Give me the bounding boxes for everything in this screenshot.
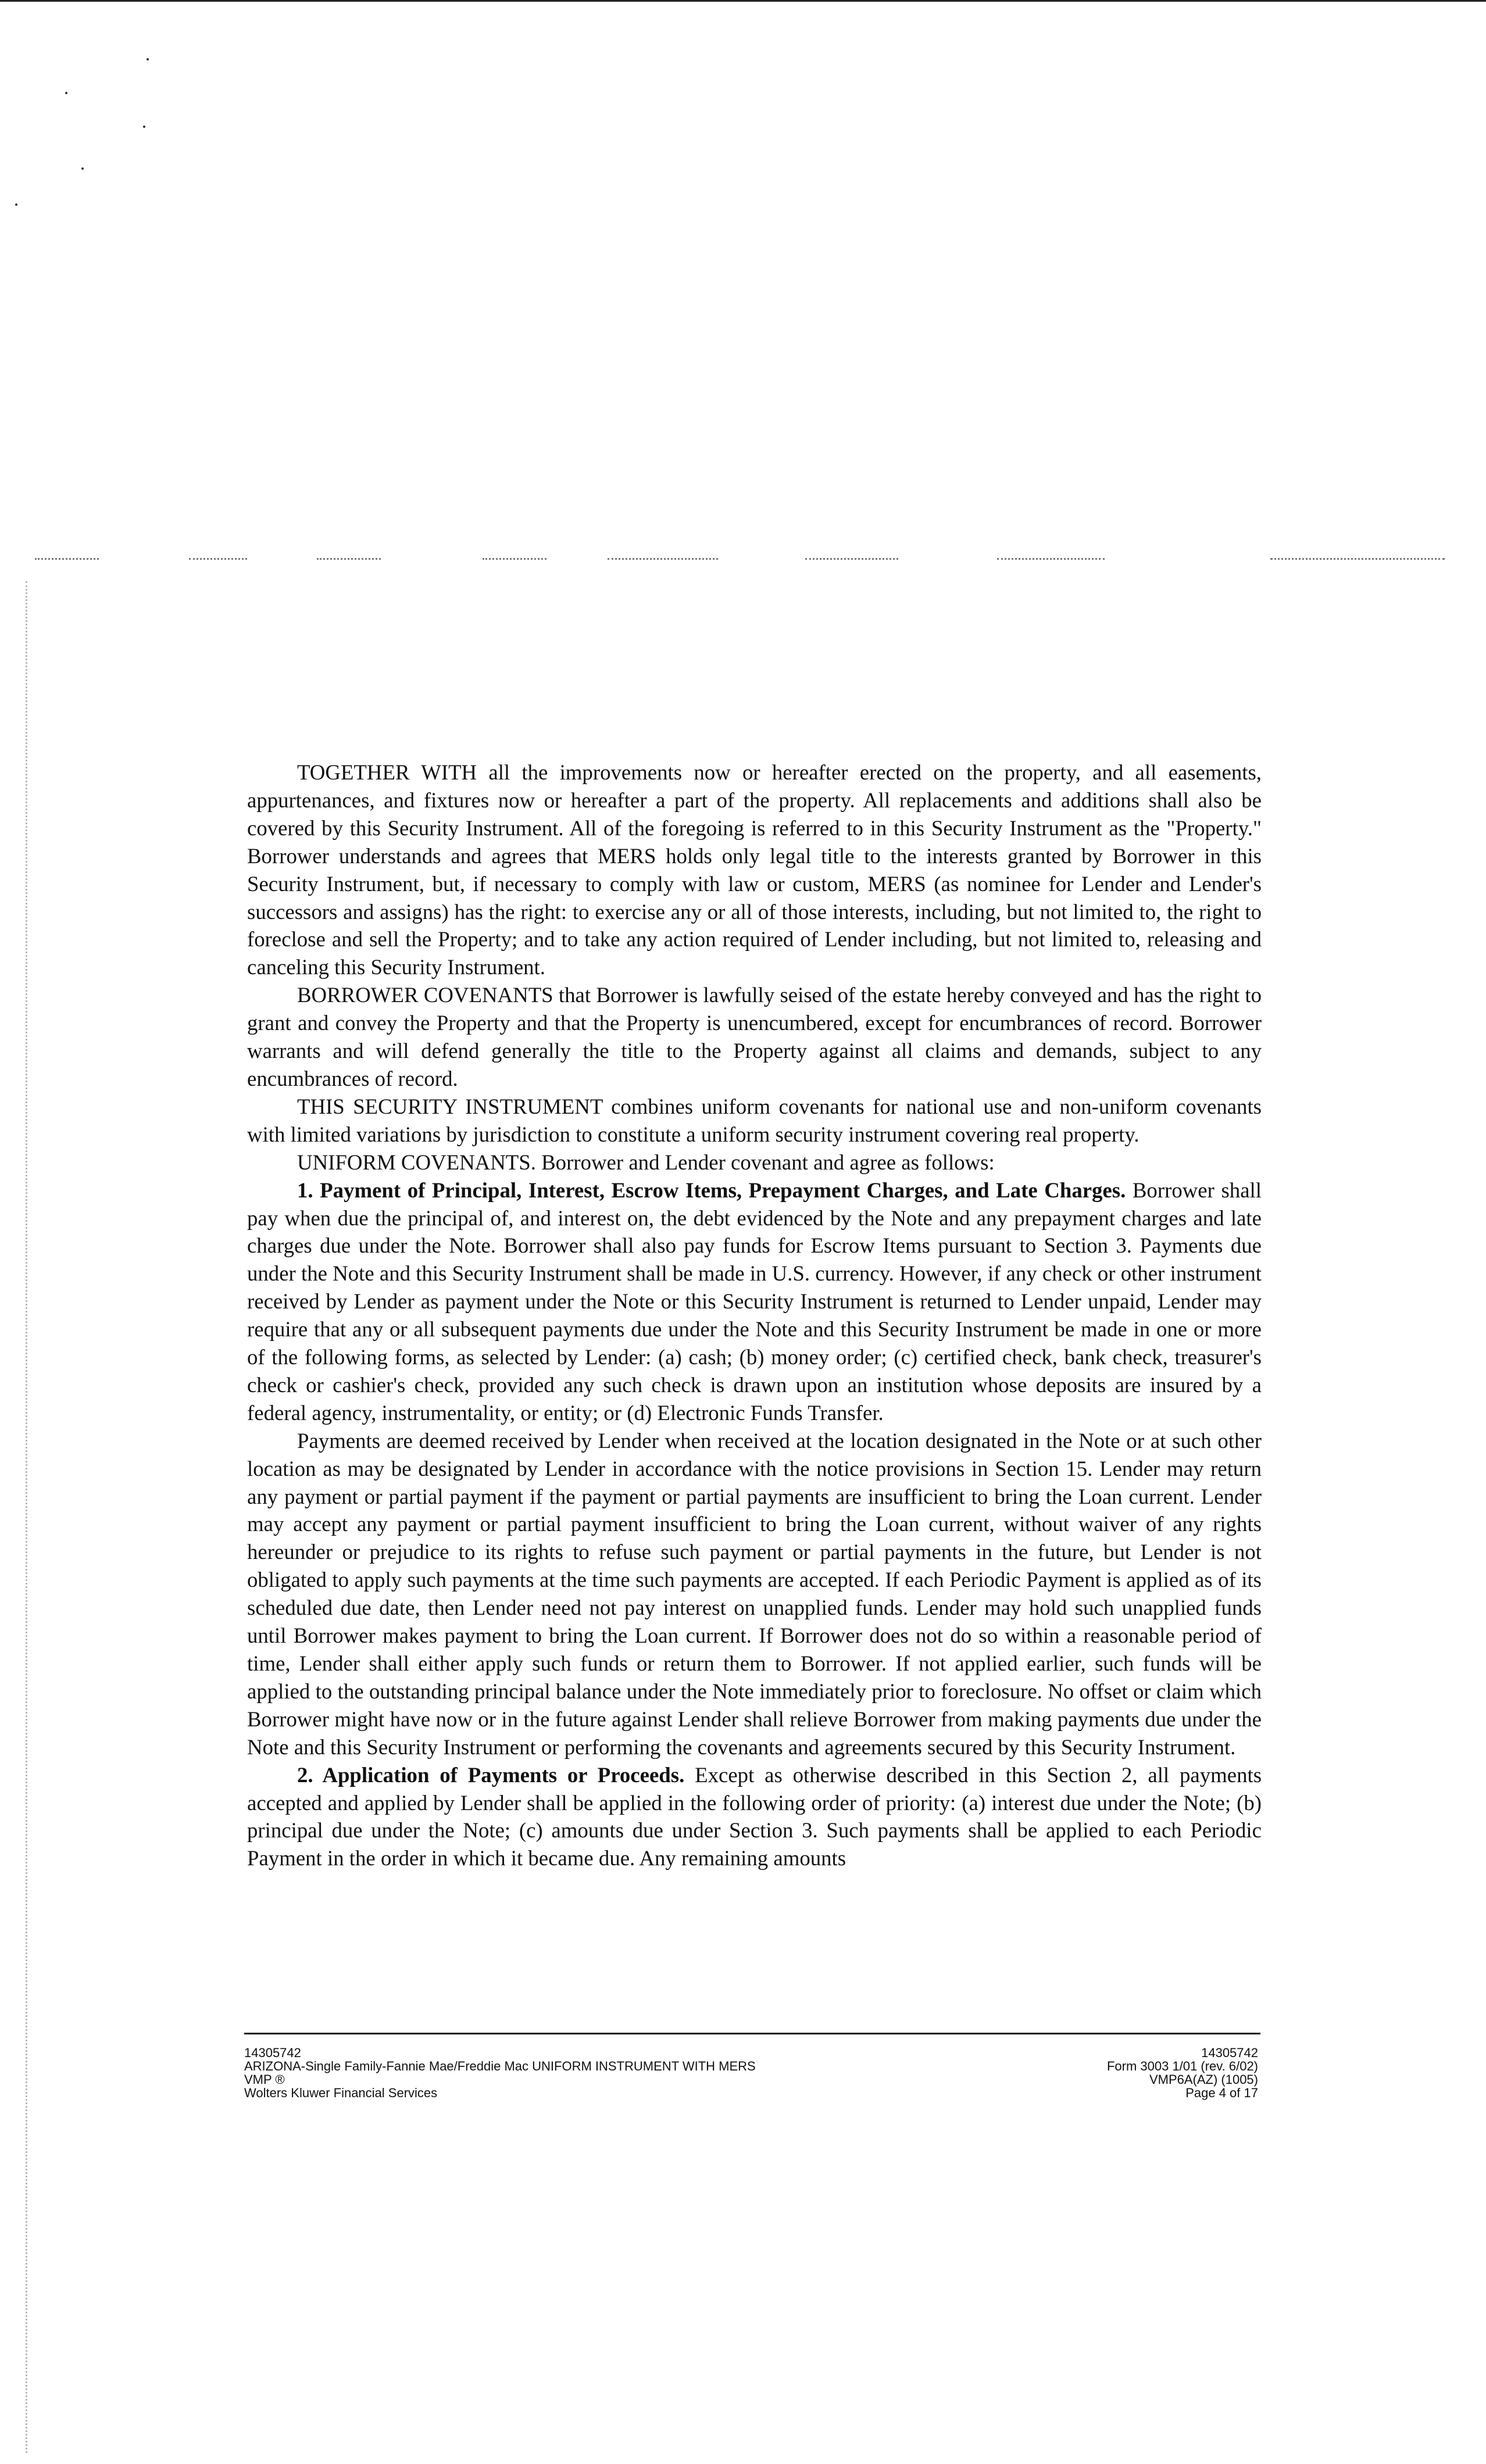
paragraph-section-1: 1. Payment of Principal, Interest, Escrow Items, Prepayment Charges, and Late Charges. Borrower shall pay when due the principal of, and interest on, the debt evidenced by the Note and any prepayment charges and late charges due under the Note. Borrower shall also pay funds for Escrow Items pursuant to Section 3. Payments due under the Note and this Security Instrument shall be made in U.S. currency. However, if any check or other instrument received by Lender as payment under the Note or this Security Instrument is returned to Lender unpaid, Lender may require that any or all subsequent payments due under the Note and this Security Instrument be made in one or more of the following forms, as selected by Lender: (a) cash; (b) money order; (c) certified check, bank check, treasurer's check or cashier's check, provided any such check is drawn upon an institution whose deposits are insured by a federal agency, instrumentality, or entity; or (d) Electronic Funds Transfer. xyxy=(247,1178,1262,1425)
scan-dotted-rule xyxy=(608,558,718,560)
footer-vmp-code: VMP6A(AZ) (1005) xyxy=(1149,2072,1258,2087)
footer-form-number: Form 3003 1/01 (rev. 6/02) xyxy=(1106,2059,1258,2073)
section-1-heading: 1. Payment of Principal, Interest, Escrow Items, Prepayment Charges, and Late Charges. xyxy=(297,1178,1126,1202)
footer-loan-number: 14305742 xyxy=(244,2045,301,2060)
footer-vmp: VMP ® xyxy=(244,2072,285,2087)
scan-dotted-rule xyxy=(805,558,898,560)
scan-speck xyxy=(65,92,67,94)
document-body xyxy=(247,759,1262,1872)
scan-speck xyxy=(143,126,145,128)
footer-form-title: ARIZONA-Single Family-Fannie Mae/Freddie Mac UNIFORM INSTRUMENT WITH MERS xyxy=(244,2059,756,2073)
footer-divider xyxy=(244,2033,1260,2034)
scan-dotted-rule xyxy=(483,558,546,560)
top-scan-edge xyxy=(0,0,1486,2)
footer-publisher: Wolters Kluwer Financial Services xyxy=(244,2086,438,2100)
paragraph-section-2: 2. Application of Payments or Proceeds. Except as otherwise described in this Section 2, all payments accepted and applied by Lender shall be applied in the following order of priority: (a) interest due under the Note; (b) principal due under the Note; (c) amounts due under Section 3. Such payments shall be applied to each Periodic Payment in the order in which it became due. Any remaining amounts xyxy=(247,1762,1262,1871)
paragraph-payments-deemed: Payments are deemed received by Lender when received at the location designated in the Note or at such other location as may be designated by Lender in accordance with the notice provisions in Section 15. Lender may return any payment or partial payment if the payment or partial payments are insufficient to bring the Loan current. Lender may accept any payment or partial payment insufficient to bring the Loan current, without waiver of any rights hereunder or prejudice to its rights to refuse such payment or partial payments in the future, but Lender is not obligated to apply such payments at the time such payments are accepted. If each Periodic Payment is applied as of its scheduled due date, then Lender need not pay interest on unapplied funds. Lender may hold such unapplied funds until Borrower makes payment to bring the Loan current. If Borrower does not do so within a reasonable period of time, Lender shall either apply such funds or return them to Borrower. If not applied earlier, such funds will be applied to the outstanding principal balance under the Note immediately prior to foreclosure. No offset or claim which Borrower might have now or in the future against Lender shall relieve Borrower from making payments due under the Note and this Security Instrument or performing the covenants and agreements secured by this Security Instrument. xyxy=(247,1428,1262,1759)
footer-right-loan-number: 14305742 xyxy=(1201,2045,1258,2060)
scan-speck xyxy=(15,203,17,206)
scan-speck xyxy=(147,58,149,60)
footer-right-block xyxy=(1107,2046,1258,2100)
scan-dotted-rule xyxy=(997,558,1105,560)
section-2-heading: 2. Application of Payments or Proceeds. xyxy=(297,1762,685,1787)
scan-dotted-rule xyxy=(1270,558,1445,560)
paragraph-uniform-covenants: UNIFORM COVENANTS. Borrower and Lender covenant and agree as follows: xyxy=(297,1150,995,1174)
scan-dotted-rule xyxy=(317,558,381,560)
paragraph-this-security-instrument: THIS SECURITY INSTRUMENT combines uniform covenants for national use and non-uniform covenants with limited variations by jurisdiction to constitute a uniform security instrument covering real property. xyxy=(247,1094,1262,1146)
paragraph-together-with: TOGETHER WITH all the improvements now or hereafter erected on the property, and all easements, appurtenances, and fixtures now or hereafter a part of the property. All replacements and additions shall also be covered by this Security Instrument. All of the foregoing is referred to in this Security Instrument as the "Property." Borrower understands and agrees that MERS holds only legal title to the interests granted by Borrower in this Security Instrument, but, if necessary to comply with law or custom, MERS (as nominee for Lender and Lender's successors and assigns) has the right: to exercise any or all of those interests, including, but not limited to, the right to foreclose and sell the Property; and to take any action required of Lender including, but not limited to, releasing and canceling this Security Instrument. xyxy=(247,760,1262,979)
scan-dotted-rule xyxy=(189,558,247,560)
left-margin-scan-marks xyxy=(26,581,32,2453)
paragraph-borrower-covenants: BORROWER COVENANTS that Borrower is lawfully seised of the estate hereby conveyed and has the right to grant and convey the Property and that the Property is unencumbered, except for encumbrances of record. Borrower warrants and will defend generally the title to the Property against all claims and demands, subject to any encumbrances of record. xyxy=(247,983,1262,1090)
scan-dotted-rule xyxy=(35,558,99,560)
footer-page-number: Page 4 of 17 xyxy=(1185,2086,1258,2100)
footer-left-block xyxy=(244,2046,756,2100)
scan-speck xyxy=(81,167,84,170)
